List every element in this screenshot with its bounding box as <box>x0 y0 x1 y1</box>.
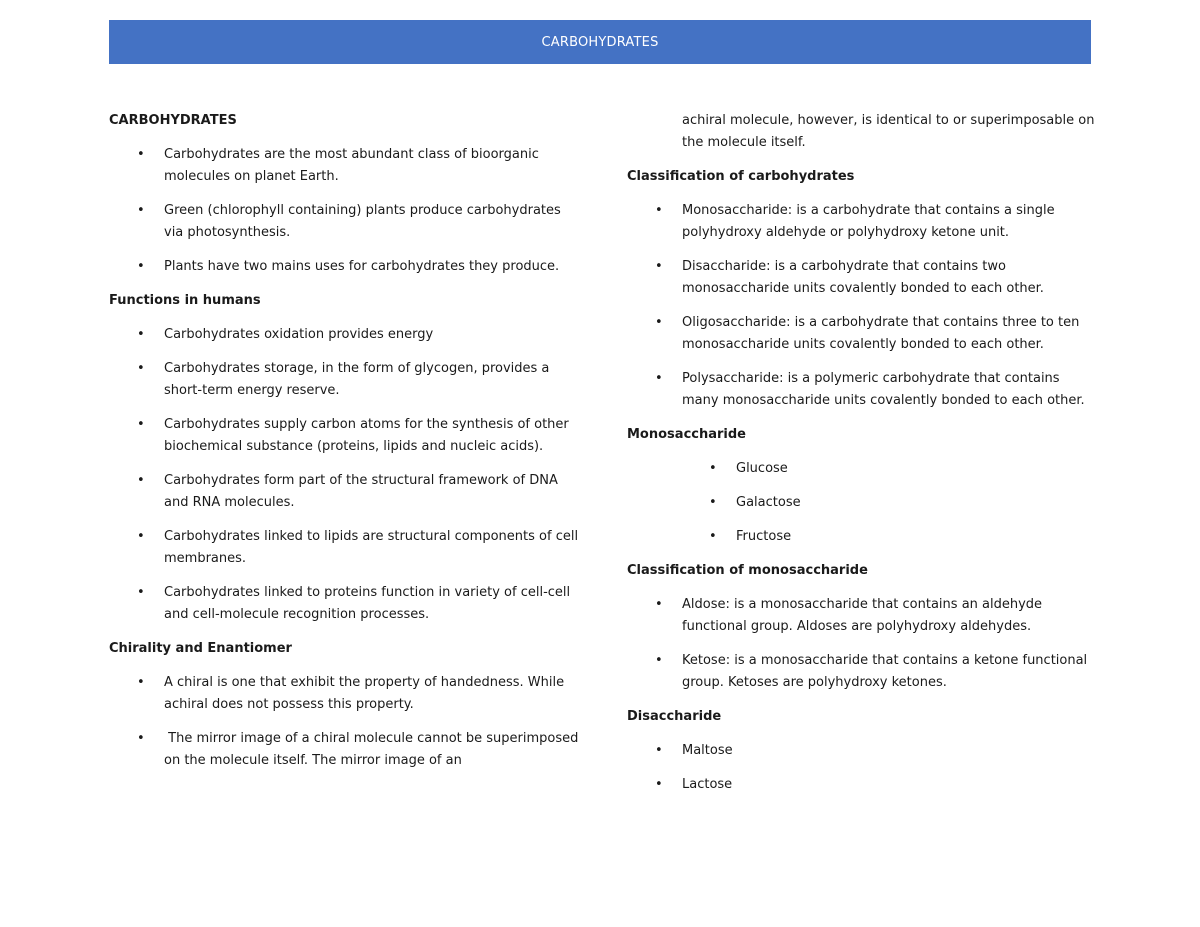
bullet-icon: • <box>137 361 145 376</box>
left-column <box>109 110 583 784</box>
list-item-text: Ketose: is a monosaccharide that contains a ketone functional group. Ketoses are polyhydroxy ketones. <box>682 653 1088 690</box>
section-heading-functions: Functions in humans <box>109 293 261 308</box>
list-item <box>627 256 1097 300</box>
list-item <box>109 470 579 514</box>
header-title: CARBOHYDRATES <box>541 34 659 50</box>
list-item-text: Carbohydrates linked to proteins function in variety of cell-cell and cell-molecule recognition processes. <box>164 585 571 622</box>
list-item <box>627 740 1097 762</box>
classification-list <box>627 200 1097 412</box>
bullet-icon: • <box>655 259 663 274</box>
list-item-text: Carbohydrates linked to lipids are structural components of cell membranes. <box>164 529 579 566</box>
right-column <box>627 110 1097 808</box>
bullet-icon: • <box>137 203 145 218</box>
carbohydrates-list <box>109 144 579 278</box>
bullet-icon: • <box>709 495 717 510</box>
list-item <box>109 200 579 244</box>
list-item <box>109 672 579 716</box>
list-item-text: Aldose: is a monosaccharide that contains an aldehyde functional group. Aldoses are polyhydroxy aldehydes. <box>682 597 1043 634</box>
monosaccharide-classification-list <box>627 594 1097 694</box>
bullet-icon: • <box>137 731 145 746</box>
list-item <box>109 256 579 278</box>
bullet-icon: • <box>709 529 717 544</box>
bullet-icon: • <box>137 675 145 690</box>
bullet-icon: • <box>137 147 145 162</box>
list-item-text: Carbohydrates supply carbon atoms for the synthesis of other biochemical substance (proteins, lipids and nucleic acids). <box>164 417 569 454</box>
list-item-text: Polysaccharide: is a polymeric carbohydrate that contains many monosaccharide units covalently bonded to each other. <box>682 371 1085 408</box>
list-item-text: Galactose <box>736 495 801 510</box>
bullet-icon: • <box>655 597 663 612</box>
list-item-text: Fructose <box>736 529 792 544</box>
page-header-bar <box>109 20 1091 64</box>
bullet-icon: • <box>137 259 145 274</box>
list-item <box>109 526 579 570</box>
list-item-text: Green (chlorophyll containing) plants produce carbohydrates via photosynthesis. <box>164 203 561 240</box>
section-heading-disaccharide: Disaccharide <box>627 709 722 724</box>
list-item <box>109 144 579 188</box>
list-item <box>109 582 579 626</box>
list-item-text: Plants have two mains uses for carbohydrates they produce. <box>164 259 560 274</box>
list-item <box>627 594 1097 638</box>
list-item <box>627 458 1097 480</box>
list-item-text: Carbohydrates are the most abundant class of bioorganic molecules on planet Earth. <box>164 147 539 184</box>
list-item-text: Maltose <box>682 743 733 758</box>
section-heading-chirality: Chirality and Enantiomer <box>109 641 292 656</box>
functions-list <box>109 324 579 626</box>
list-item-text: Glucose <box>736 461 788 476</box>
list-item <box>627 492 1097 514</box>
section-heading-classification: Classification of carbohydrates <box>627 169 855 184</box>
list-item-text: Disaccharide: is a carbohydrate that contains two monosaccharide units covalently bonded to each other. <box>682 259 1044 296</box>
bullet-icon: • <box>655 743 663 758</box>
list-item <box>627 312 1097 356</box>
list-item-text: Oligosaccharide: is a carbohydrate that contains three to ten monosaccharide units covalently bonded to each other. <box>682 315 1080 352</box>
bullet-icon: • <box>655 203 663 218</box>
list-item <box>627 200 1097 244</box>
list-item-text: Lactose <box>682 777 733 792</box>
monosaccharide-list <box>627 458 1097 548</box>
list-item <box>109 358 579 402</box>
bullet-icon: • <box>137 585 145 600</box>
list-item <box>627 774 1097 796</box>
list-item <box>627 526 1097 548</box>
list-item <box>627 368 1097 412</box>
bullet-icon: • <box>137 529 145 544</box>
list-item-text: Carbohydrates storage, in the form of glycogen, provides a short-term energy reserve. <box>164 361 550 398</box>
list-item <box>627 650 1097 694</box>
bullet-icon: • <box>655 315 663 330</box>
bullet-icon: • <box>137 417 145 432</box>
disaccharide-list <box>627 740 1097 796</box>
bullet-icon: • <box>137 327 145 342</box>
list-item-text: Carbohydrates form part of the structural framework of DNA and RNA molecules. <box>164 473 558 510</box>
continuation-text: achiral molecule, however, is identical to or superimposable on the molecule itself. <box>682 113 1095 150</box>
bullet-icon: • <box>709 461 717 476</box>
section-heading-carbohydrates: CARBOHYDRATES <box>109 113 237 128</box>
list-item-text: A chiral is one that exhibit the property of handedness. While achiral does not possess this property. <box>164 675 565 712</box>
bullet-icon: • <box>655 653 663 668</box>
section-heading-classification-monosaccharide: Classification of monosaccharide <box>627 563 868 578</box>
list-item-text: Monosaccharide: is a carbohydrate that contains a single polyhydroxy aldehyde or polyhydroxy ketone unit. <box>682 203 1055 240</box>
bullet-icon: • <box>137 473 145 488</box>
list-item <box>109 414 579 458</box>
list-item-text: Carbohydrates oxidation provides energy <box>164 327 434 342</box>
bullet-icon: • <box>655 777 663 792</box>
list-item-text: The mirror image of a chiral molecule cannot be superimposed on the molecule itself. The mirror image of an <box>164 731 583 768</box>
list-item <box>109 324 579 346</box>
section-heading-monosaccharide: Monosaccharide <box>627 427 746 442</box>
list-item <box>109 728 583 772</box>
chirality-list <box>109 672 583 772</box>
bullet-icon: • <box>655 371 663 386</box>
